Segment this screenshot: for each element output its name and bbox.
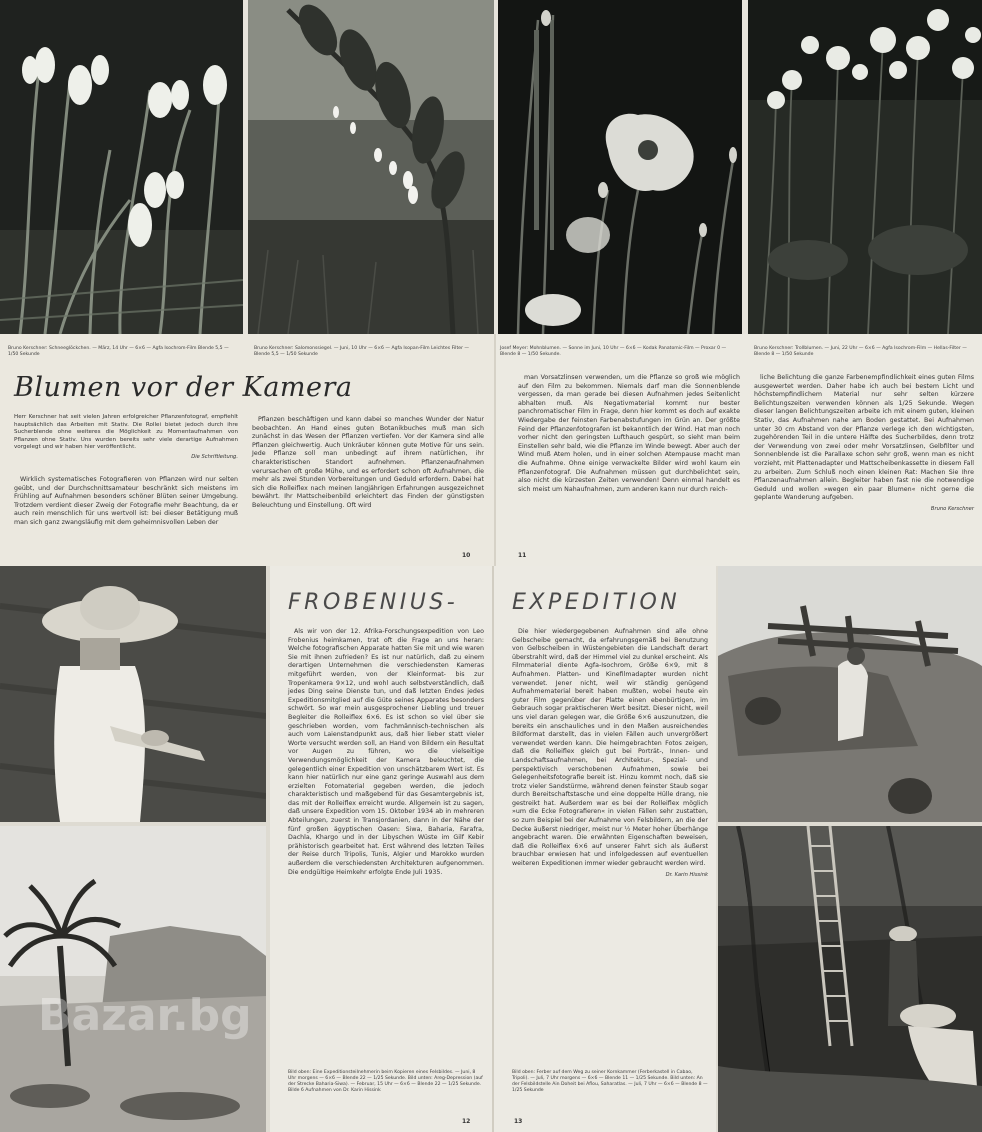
page-10-column-1 (14, 476, 238, 530)
photo-salomonssiegel (248, 0, 494, 334)
page-13-column-text: Die hier wiedergegebenen Aufnahmen sind alle ohne Gelbscheibe gemacht, da erfahrungsgemäß bei Benutzung von Gelbscheiben in Wüstengebieten die Landschaft derart überstrahlt wird, daß der Himmel viel zu dunkel erscheint. Als Filmmaterial diente Agfa-Isochrom, Größe 6×9, mit 8 Aufnahmen. Platten- und Kinefilmadapter wurden nicht verwendet. Jener nicht, weil wir ständig genügend Aufnahmematerial bereit haben mußten, wobei heute ein guter Film gegenüber der Platte einen ebenbürtigen, im Gebrauch sogar praktischeren Wert besitzt. Dieser nicht, weil uns viel daran gelegen war, die Größe 6×6 auszunutzen, die bereits ein anschauliches und in den Maßen ausreichendes Bildformat darstellt, das in vielen Fällen auch unvergrößert verwendet werden kann. Die heimgebrachten Fotos zeigen, daß die Rolleiflex gleich gut bei Porträt-, Innen- und Landschaftsaufnahmen, bei Architektur-, Spezial- und perspektivisch verschobenen Aufnahmen, sowie bei Gelegenheitsfotografie bereit ist. Hinzu kommt noch, daß sie trotz vieler Sandstürme, während denen feinster Staub sogar durch Bereitschaftstasche und eine doppelte Hülle drang, nie gestreikt hat. Außerdem war es bei der Rolleiflex möglich »um die Ecke Fotografieren« in vielen Fällen sehr zustatten, so zum Beispiel bei der Aufnahme von Felsbildern, an die der Decke äußerst niedriger, meist nur ½ Meter hoher Überhänge angebracht waren. Die erwähnten Eigenschaften beweisen, daß die Rolleiflex 6×6 auf unserer Fahrt sich als äußerst brauchbar erwiesen hat und infolgedessen auf eventuellen weiteren Expeditionen immer wieder gebraucht werden wird. (512, 628, 708, 868)
intro-paragraph: Herr Kerschner hat seit vielen Jahren erfolgreicher Pflanzenfotograf, empfiehlt hauptsächlich das Arbeiten mit Stativ. Die Rollei bietet jedoch durch ihre Sucherblende ohne weiteres die Möglichkeit zu Momentaufnahmen von Pflanzen ohne Stativ. Uns wurden bereits sehr viele derartige Aufnahmen vorgelegt und wir haben hier veröffentlicht. (14, 414, 238, 451)
intro-text (14, 414, 238, 462)
page-10-column-2 (252, 416, 484, 513)
page-11-column-2 (754, 374, 974, 514)
caption-schneegloeckchen: Bruno Kerschner: Schneeglöckchen. — März, 14 Uhr — 6×6 — Agfa Isochrom-Film Blende 5,5 — 1/50 Sekunde (8, 346, 229, 357)
watermark: Bazar.bg (38, 990, 252, 1041)
article-title-expedition: EXPEDITION (512, 590, 681, 615)
page-11-signature: Bruno Kerschner (930, 505, 974, 512)
photo-snowdrops (0, 0, 243, 334)
page-number-13: 13 (514, 1118, 523, 1125)
page-number-10: 10 (462, 552, 471, 559)
caption-mohnblumen: Josef Meyer: Mohnblumen. — Sonne im Juni, 10 Uhr — 6×6 — Kodak Panatomic-Film — Proxar 0 — Blende 8 — 1/50 Sekunde. (500, 346, 727, 357)
page-13-captions: Bild oben: Ferber auf dem Weg zu seiner Kornkammer (Ferberkastell in Cabao, Tripoli). — Juli, 7 Uhr morgens — 6×6 — Blende 11 — 1/25 Sekunde. Bild unten: An der Felsbildstelle Ain Doheit bei Aflou, Saharatlas. — Juli, 7 Uhr — 6×6 — Blende 8 — 1/25 Sekunde (512, 1070, 708, 1093)
page-11-column-1 (518, 374, 740, 496)
article-title-frobenius: FROBENIUS- (288, 590, 459, 615)
page-number-12: 12 (462, 1118, 471, 1125)
page-12-column (288, 628, 484, 879)
page-10-column-2-text: Pflanzen beschäftigen und kann dabei so manches Wunder der Natur beobachten. An Hand eines guten Botanikbuches muß man sich zunächst in das Wesen der Pflanzen vertiefen. Vor der Kamera sind alle Pflanzen gleichwertig. Auch Unkräuter können gute Motive für uns sein. Jede Pflanze soll man unbedingt auf ihrem natürlichen, ihr charakteristischen Standort aufnehmen. Pflanzenaufnahmen verursachen oft große Mühe, und es erfordert schon oft Aufnahmen, die mehr als zwei Stunden Vorbereitungen und Geduld erfordern. Dabei hat sich die Rolleiflex nach meinen langjährigen Erfahrungen ausgezeichnet bewährt. Ihr Mattscheibenbild erleichtert das Finden der günstigsten Beleuchtung und Einstellung. Oft wird (252, 416, 484, 509)
intro-signature: Die Schriftleitung. (191, 453, 238, 460)
page-12-captions: Bild oben: Eine Expeditionsteilnehmerin beim Kopieren eines Felsbildes. — Juni, 8 Uhr morgens — 6×6 — Blende 22 — 1/25 Sekunde. Bild unten: Areg-Depression (auf der Strecke Baharia-Siwa). — Februar, 15 Uhr — 6×6 — Blende 22 — 1/25 Sekunde. Bilde 6 Aufnahmen von Dr. Karin Hissink (288, 1070, 483, 1093)
page-11-column-1-text: man Vorsatzlinsen verwenden, um die Pflanze so groß wie möglich auf den Film zu bekommen. Niemals darf man die Sonnenblende vergessen, da man gerade bei diesen Aufnahmen jedes Seitenlicht abhalten muß. Als Negativmaterial kommt nur bester panchromatischer Film in Frage, denn hier kommt es doch auf exakte Wiedergabe der feinsten Farbenabstufungen im Grün an. Der größte Feind der Pflanzenfotografen ist bekanntlich der Wind. Hat man noch vorher nicht den geringsten Lufthauch gespürt, so sieht man beim Einstellen sehr bald, wie die Pflanze im Winde bewegt. Aber auch der Wind muß Atem holen, und in einer solchen Atempause macht man die Aufnahme. Ohne einige verwackelte Bilder wird wohl kaum ein Pflanzenfotograf. Die Aufnahmen müssen gut durchbelichtet sein, also nicht die kürzesten Zeiten verwenden! Denn einmal handelt es sich meist um Nahaufnahmen, zum anderen kann nur durch reich- (518, 374, 740, 493)
caption-salomonssiegel: Bruno Kerschner: Salomonssiegel. — Juni, 10 Uhr — 6×6 — Agfa Isopan-Film Leichtes Filter — Blende 5,5 — 1/50 Sekunde (254, 346, 470, 357)
gutter-bottom (492, 566, 494, 1132)
photo-expedition-woman (0, 566, 266, 822)
caption-trollblumen: Bruno Kerschner: Trollblumen. — Juni, 22 Uhr — 6×6 — Agfa Isochrom-Film — Hellas-Filter — Blende 8 — 1/50 Sekunde (754, 346, 967, 357)
page-11-column-2-text: liche Belichtung die ganze Farbenempfindlichkeit eines guten Films ausgewertet werden. Daher habe ich auch bei bestem Licht und höchstempfindlichem Material nur sehr selten kürzere Belichtungszeiten verwenden können als 1/25 Sekunde. Wegen dieser langen Belichtungszeiten arbeite ich mit einem guten, kleinen Stativ, das Aufnahmen nahe am Boden gestattet. Bei Aufnahmen unter 30 cm Abstand von der Pflanze verlege ich den wichtigsten, zugehörenden Teil in die untere Hälfte des Sucherbildes, denn trotz der Verwendung von zwei oder mehr Vorsatzlinsen, Gelbfilter und Sonnenblende ist die Parallaxe schon sehr groß, wenn man es nicht vorzieht, mit Plattenadapter und Mattscheibenkassette in diesem Fall zu arbeiten. Zum Schluß noch einen kleinen Rat: Machen Sie Ihre Pflanzenaufnahmen allein. Begleiter haben fast nie die notwendige Geduld und wollen »wegen ein paar Blumen« nicht gerne die geplante Wanderung aufgeben. (754, 374, 974, 502)
page-13-column (512, 628, 708, 879)
photo-ferber-kornkammer (718, 566, 982, 822)
photo-trollblumen (748, 0, 982, 334)
page-12-column-text: Als wir von der 12. Afrika-Forschungsexpedition von Leo Frobenius heimkamen, trat oft die Frage an uns heran: Welche fotografischen Apparate hatten Sie mit und wie waren Sie mit ihnen zufrieden? Es ist nur natürlich, daß zu einem derartigen Unternehmen die verschiedensten Kameras mitgeführt werden, von der Kleinformat- bis zur Tropenkamera 9×12, und wohl auch selbstverständlich, daß jedes Ding seine Dienste tun, und daß letzten Endes jedes Expeditionsmitglied auf die Güte seines Apparates besonders schwört. So war mein ausgesprochener Liebling und treuer Begleiter die Rolleiflex 6×6. Es ist schon so viel über sie geschrieben worden, vom fachmännisch-technischen als auch vom Laienstandpunkt aus, daß hier lieber statt vieler Worte versucht werden soll, an Hand von Bildern ein Resultat vor Augen zu führen, wo die vielseitige Verwendungsmöglichkeit der Kamera beleuchtet, die gelegentlich einer Expedition von unschätzbarem Wert ist. Es kann hier natürlich nur eine ganz geringe Auswahl aus dem erzielten Fotomaterial gegeben werden, die jedoch charakteristisch und maßgebend für das Gesamtergebnis ist, das mit der Rolleiflex erreicht wurde. Allgemein ist zu sagen, daß unsere Expedition vom 15. Oktober 1934 ab in mehreren Abteilungen, zuerst in Transjordanien, dann in der Nähe der fünf großen ägyptischen Oasen: Siwa, Baharia, Farafra, Dachla, Khargo und in der Libyschen Wüste im Gilf Kebir prähistorisch gearbeitet hat. Erst während des letzten Teiles der Reise durch Tripolis, Tunis, Algier und Marokko wurden außerdem die verschiedensten Architekturen aufgenommen. Die endgültige Heimkehr erfolgte Ende Juli 1935. (288, 628, 484, 876)
gutter-top (494, 334, 496, 566)
photo-areg-depression (0, 826, 266, 1132)
page-number-11: 11 (518, 552, 527, 559)
page-13-signature: Dr. Karin Hissink (665, 871, 708, 878)
photo-mohnblumen (498, 0, 742, 334)
page-10-column-1-text: Wirklich systematisches Fotografieren von Pflanzen wird nur selten geübt, und der Durchschnittsamateur beschränkt sich meistens im Frühling auf Aufnahmen besonders schöner Blüten seiner Umgebung. Trotzdem verdient dieser Zweig der Fotografie mehr Beachtung, da er auch rein menschlich für uns wertvoll ist: bei dieser Betätigung muß man sich ganz zwangsläufig mit dem geheimnisvollen Leben der (14, 476, 238, 526)
photo-felsbildstelle (718, 826, 982, 1132)
article-title-blumen: Blumen vor der Kamera (14, 372, 353, 403)
